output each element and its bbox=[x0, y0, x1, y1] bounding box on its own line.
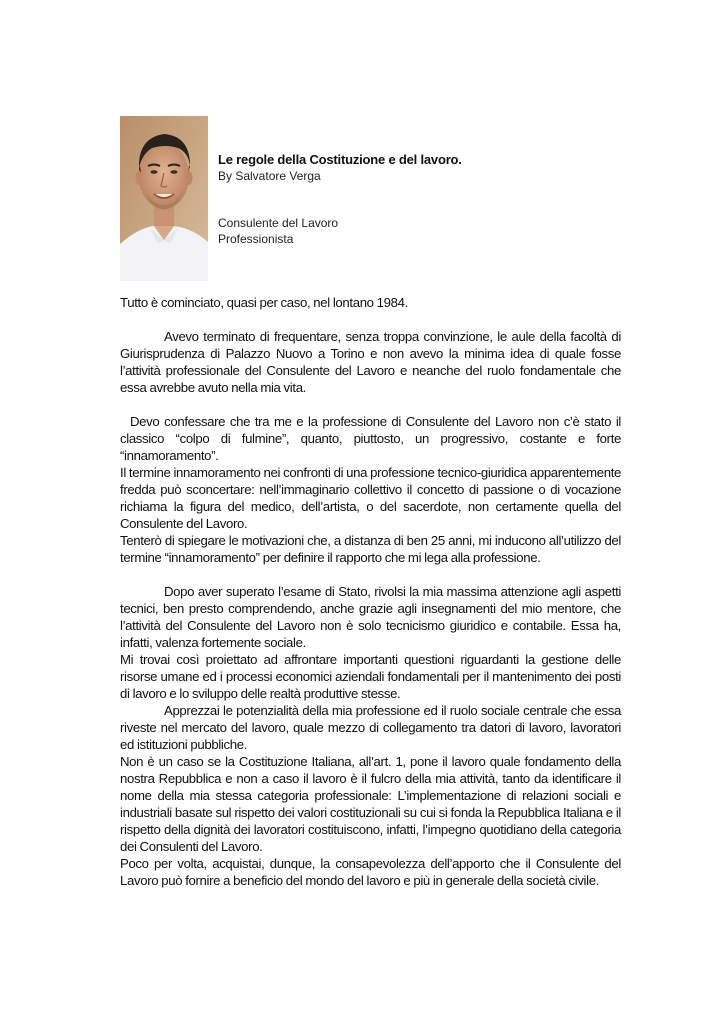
body-paragraph-1: Avevo terminato di frequentare, senza troppa convinzione, le aule della facoltà di Giurisprudenza di Palazzo Nuovo a Torino e non avevo la minima idea di quale fosse l’attività professionale del Consulente del Lavoro e neanche del ruolo fondamentale che essa avrebbe avuto nella mia vita. bbox=[120, 329, 621, 395]
body-paragraph-8: Non è un caso se la Costituzione Italiana, all’art. 1, pone il lavoro quale fondamento della nostra Repubblica e non a caso il lavoro è il fulcro della mia attività, tanto da identificare il nome della mia stessa categoria professionale: L’implementazione di relazioni sociali e industriali basate sul rispetto dei valori costituzionali su cui si fonda la Repubblica Italiana e il rispetto della dignità dei lavoratori costituiscono, infatti, l’impegno quotidiano della categoria dei Consulenti del Lavoro. bbox=[120, 754, 621, 854]
body-paragraph-5: Dopo aver superato l’esame di Stato, rivolsi la mia massima attenzione agli aspetti tecnici, ben presto comprendendo, anche grazie agli insegnamenti del mio mentore, che l’attività del Consulente del Lavoro non è solo tecnicismo giuridico e contabile. Essa ha, infatti, valenza fortemente sociale. bbox=[120, 584, 621, 650]
body-paragraph-4: Tenterò di spiegare le motivazioni che, a distanza di ben 25 anni, mi inducono all’utilizzo del termine “innamoramento” per definire il rapporto che mi lega alla professione. bbox=[120, 533, 621, 565]
author-photo bbox=[120, 116, 208, 281]
author-role-qualifier: Professionista bbox=[218, 232, 294, 246]
author-role: Consulente del Lavoro bbox=[218, 216, 339, 230]
article-title: Le regole della Costituzione e del lavoro. bbox=[218, 152, 462, 167]
body-paragraph-7: Apprezzai le potenzialità della mia professione ed il ruolo sociale centrale che essa riveste nel mercato del lavoro, quale mezzo di collegamento tra datori di lavoro, lavoratori ed istituzioni pubbliche. bbox=[120, 703, 621, 752]
article-header bbox=[218, 152, 638, 247]
body-paragraph-6: Mi trovai così proiettato ad affrontare importanti questioni riguardanti la gestione delle risorse umane ed i processi economici aziendali fondamentali per il mantenimento dei posti di lavoro e lo sviluppo delle realtà produttive stesse. bbox=[120, 652, 621, 701]
intro-paragraph: Tutto è cominciato, quasi per caso, nel lontano 1984. bbox=[120, 295, 408, 310]
body-paragraph-3: Il termine innamoramento nei confronti di una professione tecnico-giuridica apparentemente fredda può sconcertare: nell’immaginario collettivo il concetto di passione o di vocazione richiama la figura del medico, dell’artista, o del sacerdote, non certamente quella del Consulente del Lavoro. bbox=[120, 465, 621, 531]
author-byline: By Salvatore Verga bbox=[218, 169, 321, 183]
article-body bbox=[120, 294, 621, 889]
body-paragraph-2: Devo confessare che tra me e la professione di Consulente del Lavoro non c’è stato il classico “colpo di fulmine”, quanto, piuttosto, un progressivo, costante e forte “innamoramento”. bbox=[120, 414, 621, 463]
body-paragraph-9: Poco per volta, acquistai, dunque, la consapevolezza dell’apporto che il Consulente del Lavoro può fornire a beneficio del mondo del lavoro e più in generale della società civile. bbox=[120, 856, 621, 888]
